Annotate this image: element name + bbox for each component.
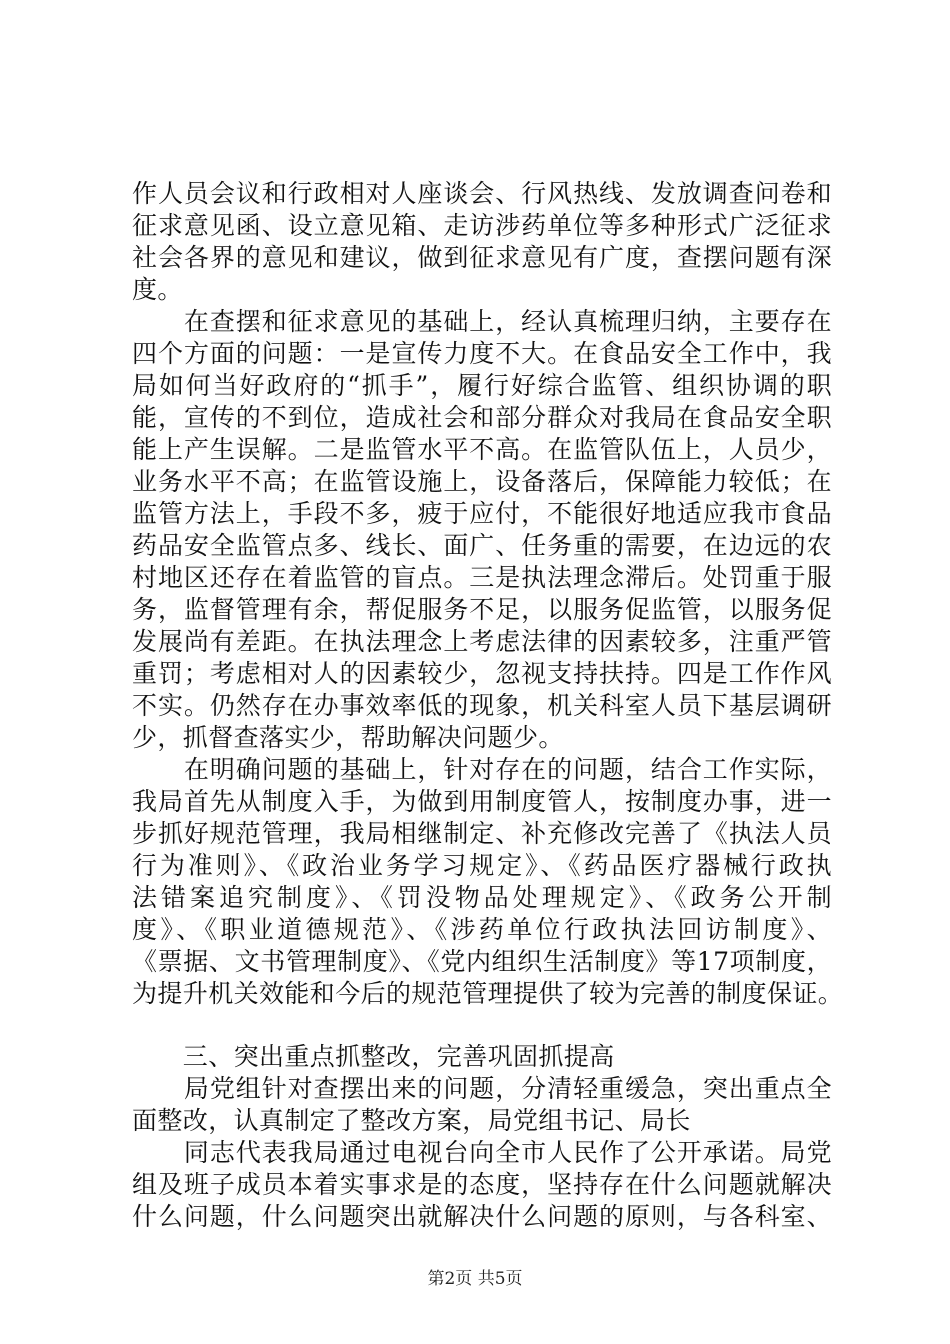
text-line: 为提升机关效能和今后的规范管理提供了较为完善的制度保证。 — [132, 979, 844, 1008]
text-line: 我局首先从制度入手，为做到用制度管人，按制度办事，进一 — [132, 787, 832, 816]
text-line: 务，监督管理有余，帮促服务不足，以服务促监管，以服务促 — [132, 595, 832, 624]
text-line: 面整改，认真制定了整改方案，局党组书记、局长 — [132, 1106, 691, 1135]
page-footer: 第2页 共5页 — [427, 1269, 523, 1289]
text-line: 什么问题，什么问题突出就解决什么问题的原则，与各科室、 — [132, 1202, 832, 1231]
document-body — [132, 178, 844, 1233]
text-line: 发展尚有差距。在执法理念上考虑法律的因素较多，注重严管 — [132, 627, 832, 656]
text-line: 监管方法上，手段不多，疲于应付，不能很好地适应我市食品 — [132, 499, 832, 528]
paragraph-gap — [132, 1010, 832, 1041]
text-line: 征求意见函、设立意见箱、走访涉药单位等多种形式广泛征求 — [132, 211, 832, 240]
text-line: 能上产生误解。二是监管水平不高。在监管队伍上，人员少， — [132, 435, 832, 464]
text-line: 在明确问题的基础上，针对存在的问题，结合工作实际， — [132, 755, 832, 784]
text-line: 能，宣传的不到位，造成社会和部分群众对我局在食品安全职 — [132, 403, 832, 432]
text-line: 局如何当好政府的“抓手”，履行好综合监管、组织协调的职 — [132, 371, 832, 400]
text-line: 组及班子成员本着实事求是的态度，坚持存在什么问题就解决 — [132, 1170, 832, 1199]
section-heading: 三、突出重点抓整改，完善巩固抓提高 — [132, 1042, 615, 1071]
text-line: 步抓好规范管理，我局相继制定、补充修改完善了《执法人员 — [132, 819, 832, 848]
text-line: 局党组针对查摆出来的问题，分清轻重缓急，突出重点全 — [132, 1074, 832, 1103]
text-line: 少，抓督查落实少，帮助解决问题少。 — [132, 723, 564, 752]
text-line: 《票据、文书管理制度》、《党内组织生活制度》等17项制度， — [132, 947, 832, 976]
text-line: 作人员会议和行政相对人座谈会、行风热线、发放调查问卷和 — [132, 179, 832, 208]
text-line: 不实。仍然存在办事效率低的现象，机关科室人员下基层调研 — [132, 691, 832, 720]
text-line: 药品安全监管点多、线长、面广、任务重的需要，在边远的农 — [132, 531, 832, 560]
text-line: 度。 — [132, 275, 183, 304]
text-line: 村地区还存在着监管的盲点。三是执法理念滞后。处罚重于服 — [132, 563, 832, 592]
text-line: 业务水平不高；在监管设施上，设备落后，保障能力较低；在 — [132, 467, 832, 496]
text-line: 重罚；考虑相对人的因素较少，忽视支持扶持。四是工作作风 — [132, 659, 832, 688]
text-line: 法错案追究制度》、《罚没物品处理规定》、《政务公开制 — [132, 883, 832, 912]
text-line: 四个方面的问题：一是宣传力度不大。在食品安全工作中，我 — [132, 339, 832, 368]
text-line: 同志代表我局通过电视台向全市人民作了公开承诺。局党 — [132, 1138, 832, 1167]
text-line: 在查摆和征求意见的基础上，经认真梳理归纳，主要存在 — [132, 307, 832, 336]
text-line: 行为准则》、《政治业务学习规定》、《药品医疗器械行政执 — [132, 851, 832, 880]
text-line: 社会各界的意见和建议，做到征求意见有广度，查摆问题有深 — [132, 243, 832, 272]
text-line: 度》、《职业道德规范》、《涉药单位行政执法回访制度》、 — [132, 915, 832, 944]
